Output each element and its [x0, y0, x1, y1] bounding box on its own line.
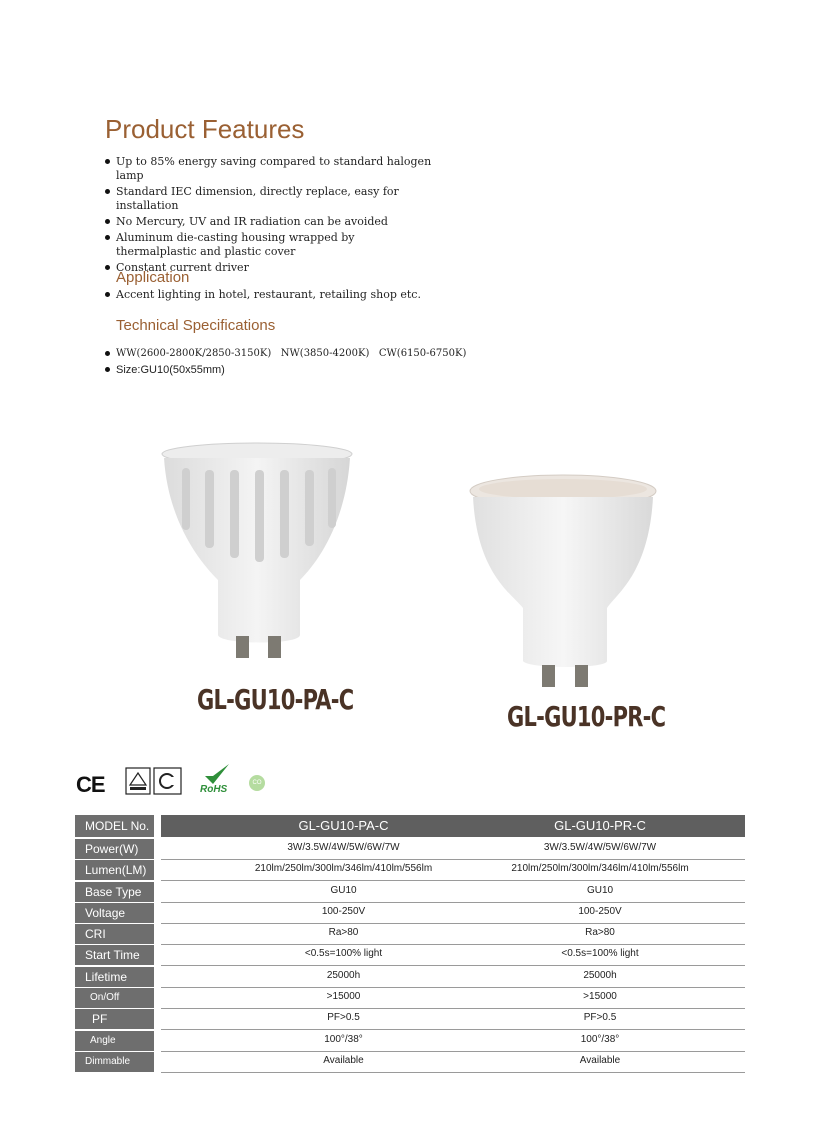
row-col1: 3W/3.5W/4W/5W/6W/7W [161, 839, 526, 860]
certification-icons [125, 767, 183, 801]
row-col1: <0.5s=100% light [161, 945, 526, 966]
table-row [75, 860, 745, 881]
row-label: Start Time [75, 945, 154, 965]
bulb-image-pa [160, 440, 360, 662]
table-row [75, 839, 745, 860]
row-label: Power(W) [75, 839, 154, 859]
row-label: Lumen(LM) [75, 860, 154, 880]
row-col2: Ra>80 [455, 924, 745, 945]
row-label: PF [75, 1009, 154, 1029]
tuv-gs-icon [125, 767, 183, 797]
bulb-image-pr [467, 473, 661, 695]
spec-table [75, 815, 745, 1073]
eco-icon: CO [249, 775, 265, 791]
size-item: Size:GU10(50x55mm) [105, 363, 525, 377]
row-col1: Available [161, 1052, 526, 1073]
row-col2: 25000h [455, 967, 745, 988]
model-label-pr: GL-GU10-PR-C [507, 700, 666, 733]
row-col1: 25000h [161, 967, 526, 988]
application-list [105, 288, 505, 302]
row-label: On/Off [75, 988, 154, 1008]
list-item: Standard IEC dimension, directly replace, easy for installation [105, 185, 435, 213]
list-item: Constant current driver [105, 261, 435, 275]
table-row [75, 924, 745, 945]
list-item: Accent lighting in hotel, restaurant, retailing shop etc. [105, 288, 505, 302]
row-col1: 100°/38° [161, 1031, 526, 1052]
model-label-pa: GL-GU10-PA-C [197, 683, 354, 716]
table-row [75, 882, 745, 903]
row-col2: Available [455, 1052, 745, 1073]
row-col1: GU10 [161, 882, 526, 903]
application-list-container [105, 288, 505, 304]
color-temp-item: WW(2600-2800K/2850-3150K) NW(3850-4200K) CW(6150-6750K) [105, 347, 525, 361]
row-label: Angle [75, 1031, 154, 1051]
row-label: Voltage [75, 903, 154, 923]
table-header-row [75, 815, 745, 839]
header-col2: GL-GU10-PR-C [455, 815, 745, 837]
list-item: Aluminum die-casting housing wrapped by thermalplastic and plastic cover [105, 231, 435, 259]
table-row [75, 1052, 745, 1073]
row-label: CRI [75, 924, 154, 944]
application-heading: Application [116, 269, 190, 286]
page-title: Product Features [105, 114, 305, 144]
table-row [75, 1031, 745, 1052]
table-row [75, 945, 745, 966]
row-col2: <0.5s=100% light [455, 945, 745, 966]
row-col1: >15000 [161, 988, 526, 1009]
features-list [105, 155, 435, 275]
row-col2: PF>0.5 [455, 1009, 745, 1030]
table-row [75, 1009, 745, 1030]
table-row [75, 903, 745, 924]
rohs-text: RoHS [200, 784, 228, 795]
row-col1: Ra>80 [161, 924, 526, 945]
row-col1: 100-250V [161, 903, 526, 924]
row-col2: GU10 [455, 882, 745, 903]
row-col2: 210lm/250lm/300lm/346lm/410lm/556lm [455, 860, 745, 881]
rohs-mark [199, 762, 233, 800]
row-label: Dimmable [75, 1052, 154, 1072]
row-col1: PF>0.5 [161, 1009, 526, 1030]
row-col2: >15000 [455, 988, 745, 1009]
technical-list [105, 347, 525, 377]
technical-heading: Technical Specifications [116, 317, 276, 334]
row-col1: 210lm/250lm/300lm/346lm/410lm/556lm [161, 860, 526, 881]
row-label: Base Type [75, 882, 154, 902]
row-col2: 100-250V [455, 903, 745, 924]
row-col2: 3W/3.5W/4W/5W/6W/7W [455, 839, 745, 860]
table-row [75, 988, 745, 1009]
features-list-container [105, 155, 435, 277]
ce-mark: CE [76, 772, 105, 797]
list-item: No Mercury, UV and IR radiation can be avoided [105, 215, 435, 229]
table-row [75, 967, 745, 988]
list-item: Up to 85% energy saving compared to standard halogen lamp [105, 155, 435, 183]
header-label: MODEL No. [75, 815, 154, 837]
technical-list-container [105, 347, 525, 379]
row-label: Lifetime [75, 967, 154, 987]
row-col2: 100°/38° [455, 1031, 745, 1052]
header-col1: GL-GU10-PA-C [161, 815, 526, 837]
